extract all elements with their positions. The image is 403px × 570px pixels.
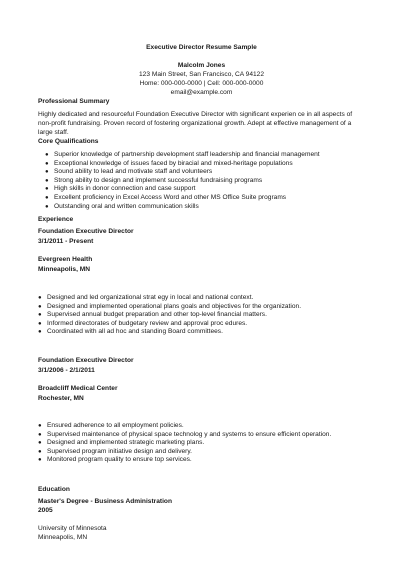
bullet-icon: ● [38, 440, 42, 447]
bullet-icon: ● [38, 295, 42, 301]
list-item: ● Designed and implemented operational plans goals and objectives for the organization. [38, 302, 302, 310]
bullet-icon: ● [38, 448, 42, 455]
bullet-icon: ● [38, 303, 42, 310]
list-item: ● High skills in donor connection and case support [45, 185, 196, 193]
bullet-icon: ● [45, 177, 49, 184]
list-item: ● Coordinated with all ad hoc and standing Board committees. [38, 328, 223, 336]
list-item: ● Strong ability to design and implement successful fundraising programs [45, 176, 263, 184]
candidate-address: 123 Main Street, San Francisco, CA 94122 [139, 71, 264, 78]
job-location: Minneapolis, MN [38, 266, 91, 273]
bullet-icon: ● [38, 423, 42, 429]
qualifications-heading: Core Qualifications [38, 138, 99, 145]
bullet-icon: ● [45, 152, 49, 158]
bullet-icon: ● [45, 169, 49, 176]
job-employer: Broadcliff Medical Center [38, 385, 118, 392]
list-item: ● Designed and implemented strategic marketing plans. [38, 439, 205, 447]
education-degree: Master's Degree - Business Administration [38, 498, 172, 505]
list-item: ● Monitored program quality to ensure top services. [38, 456, 192, 464]
list-item: ● Outstanding oral and written communication skills [45, 202, 199, 210]
bullet-icon: ● [38, 457, 42, 464]
list-item: ● Supervised annual budget preparation and other top-level financial matters. [38, 311, 267, 319]
bullet-icon: ● [38, 329, 42, 336]
list-item: ● Ensured adherence to all employment policies. [38, 422, 184, 429]
education-heading: Education [38, 486, 70, 493]
experience-heading: Experience [38, 216, 74, 223]
qualifications-list [45, 151, 320, 211]
list-item: ● Informed directorates of budgetary review and approval proc edures. [38, 319, 248, 327]
bullet-icon: ● [38, 320, 42, 327]
education-school: University of Minnesota [38, 525, 107, 532]
job-dates: 3/1/2006 - 2/1/2011 [38, 367, 95, 374]
resume-title: Executive Director Resume Sample [146, 44, 257, 51]
list-item: ● Excellent proficiency in Excel Access Word and other MS Office Suite programs [45, 193, 287, 201]
summary-line: large staff. [38, 129, 69, 136]
education-location: Minneapolis, MN [38, 534, 88, 541]
list-item: ● Exceptional knowledge of issues faced by biracial and mixed-heritage populations [45, 159, 293, 167]
summary-line: non-profit fundraising. Proven record of fostering organizational growth. Adept at effective management of a [38, 120, 352, 127]
bullet-icon: ● [45, 186, 49, 193]
job-duties-list [38, 294, 301, 337]
bullet-icon: ● [45, 203, 49, 210]
education-year: 2005 [38, 507, 53, 514]
list-item: ● Supervised maintenance of physical space technolog y and systems to ensure efficient operation. [38, 430, 332, 438]
list-item: ● Superior knowledge of partnership development staff leadership and financial management [45, 151, 320, 158]
list-item: ● Sound ability to lead and motivate staff and volunteers [45, 168, 213, 176]
job-title: Foundation Executive Director [38, 228, 134, 235]
candidate-name: Malcolm Jones [177, 62, 226, 69]
bullet-icon: ● [38, 431, 42, 438]
bullet-icon: ● [38, 312, 42, 319]
candidate-phones: Home: 000-000-0000 | Cell: 000-000-0000 [139, 80, 264, 87]
candidate-email: email@example.com [170, 89, 233, 96]
job-employer: Evergreen Health [38, 256, 93, 263]
job-title: Foundation Executive Director [38, 357, 134, 364]
summary-heading: Professional Summary [38, 98, 110, 105]
bullet-icon: ● [45, 160, 49, 167]
summary-line: Highly dedicated and resourceful Foundation Executive Director with significant experien ce in all aspects of [38, 111, 353, 118]
job-dates: 3/1/2011 - Present [38, 238, 94, 245]
list-item: ● Supervised program initiative design and delivery. [38, 447, 193, 455]
bullet-icon: ● [45, 194, 49, 201]
job-duties-list [38, 422, 331, 465]
job-location: Rochester, MN [38, 395, 84, 402]
list-item: ● Designed and led organizational strat egy in local and national context. [38, 294, 254, 301]
